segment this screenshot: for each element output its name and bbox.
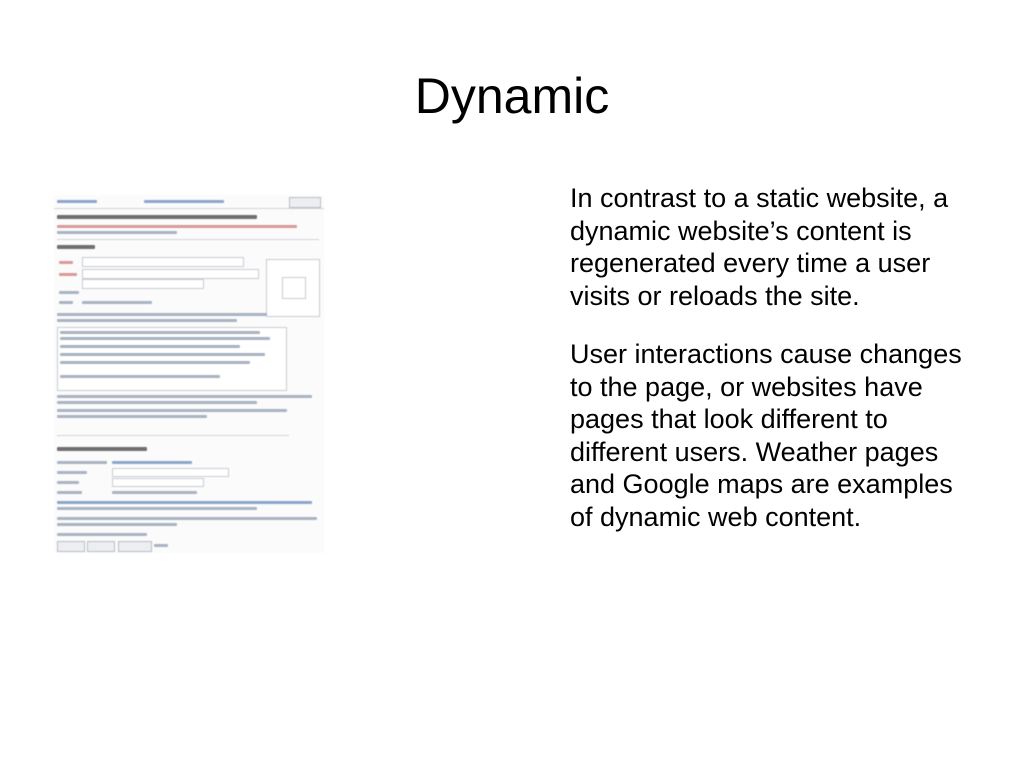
web-form-screenshot-image [54,195,324,553]
slide-body-text [570,182,980,559]
paragraph-user-interactions: User interactions cause changes to the page, or websites have pages that look different to different users. Weather pages and Google maps are examples of dynamic web content. [570,339,962,532]
paragraph-static-vs-dynamic: In contrast to a static website, a dynamic website’s content is regenerated every time a user visits or reloads the site. [570,183,949,311]
slide-title: Dynamic [414,68,610,124]
